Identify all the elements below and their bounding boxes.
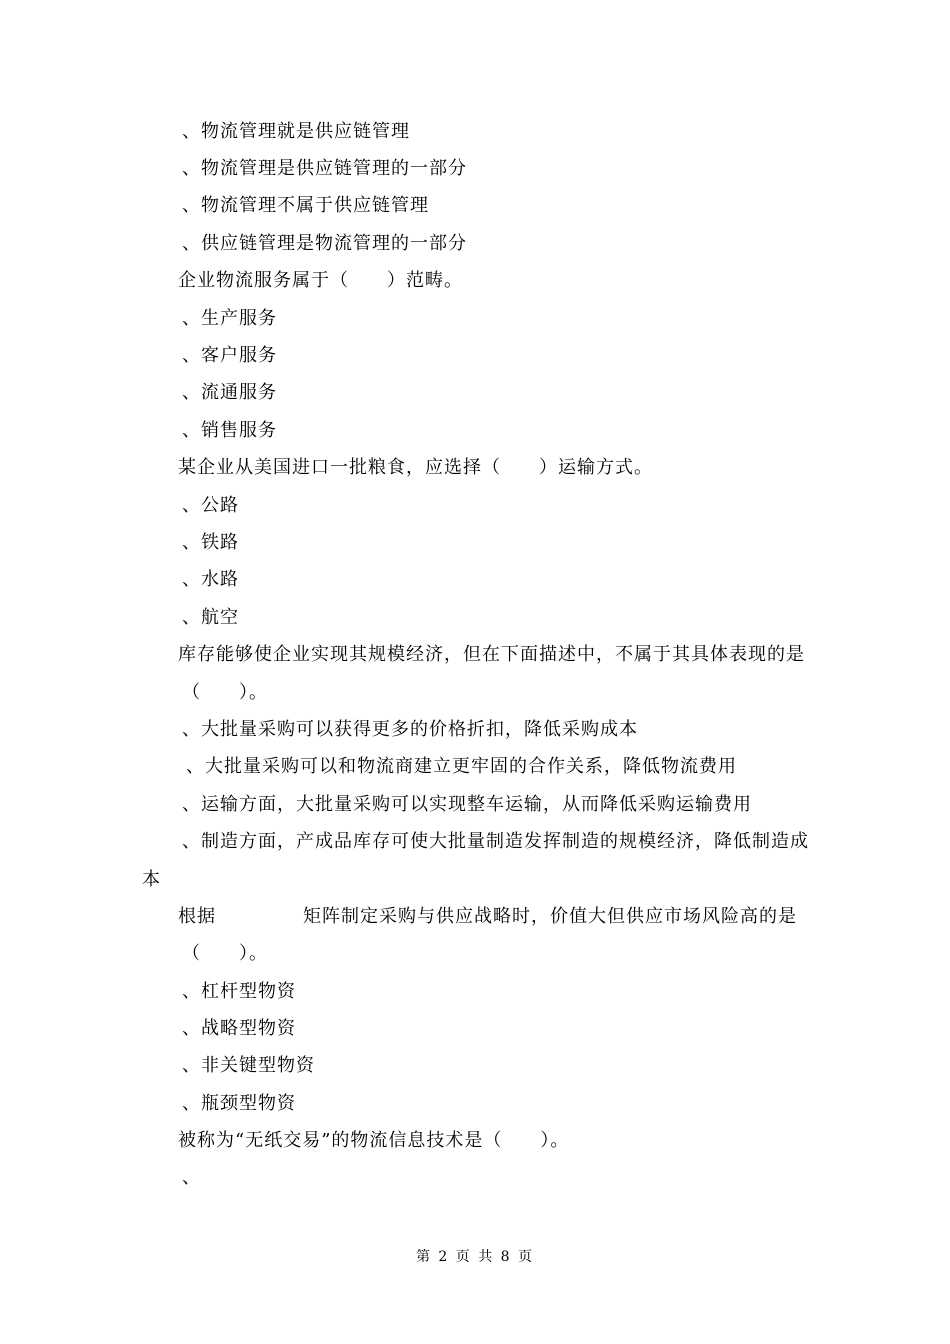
option-line: 、生产服务: [182, 308, 277, 329]
question-line-continued: （ ）。: [182, 943, 268, 964]
option-line: 、杠杆型物资: [182, 981, 296, 1002]
option-line: 、公路: [182, 495, 239, 516]
option-line: 、销售服务: [182, 420, 277, 441]
option-line: 、: [182, 1167, 201, 1188]
question-line: 库存能够使企业实现其规模经济，但在下面描述中，不属于其具体表现的是: [178, 644, 805, 665]
question-line: 企业物流服务属于（ ）范畴。: [178, 270, 463, 291]
option-line: 、非关键型物资: [182, 1055, 315, 1076]
question-line-continued: （ ）。: [182, 682, 268, 703]
question-line: 被称为“无纸交易”的物流信息技术是（ ）。: [178, 1130, 570, 1151]
option-line: 、制造方面，产成品库存可使大批量制造发挥制造的规模经济，降低制造成: [182, 831, 809, 852]
option-line-continued: 本: [142, 869, 161, 890]
option-line: 、物流管理不属于供应链管理: [182, 195, 429, 216]
option-line: 、铁路: [182, 532, 239, 553]
question-line: 某企业从美国进口一批粮食，应选择（ ）运输方式。: [178, 457, 653, 478]
question-line: 根据: [178, 906, 216, 927]
option-line: 、大批量采购可以和物流商建立更牢固的合作关系，降低物流费用: [186, 756, 737, 777]
option-line: 、物流管理就是供应链管理: [182, 121, 410, 142]
option-line: 、供应链管理是物流管理的一部分: [182, 233, 467, 254]
option-line: 、客户服务: [182, 345, 277, 366]
page-footer: 第 2 页 共 8 页: [415, 1249, 535, 1265]
option-line: 、运输方面，大批量采购可以实现整车运输，从而降低采购运输费用: [182, 794, 752, 815]
question-line: 矩阵制定采购与供应战略时，价值大但供应市场风险高的是: [303, 906, 797, 927]
option-line: 、瓶颈型物资: [182, 1093, 296, 1114]
option-line: 、航空: [182, 607, 239, 628]
option-line: 、战略型物资: [182, 1018, 296, 1039]
option-line: 、物流管理是供应链管理的一部分: [182, 158, 467, 179]
option-line: 、大批量采购可以获得更多的价格折扣，降低采购成本: [182, 719, 638, 740]
option-line: 、水路: [182, 569, 239, 590]
option-line: 、流通服务: [182, 382, 277, 403]
